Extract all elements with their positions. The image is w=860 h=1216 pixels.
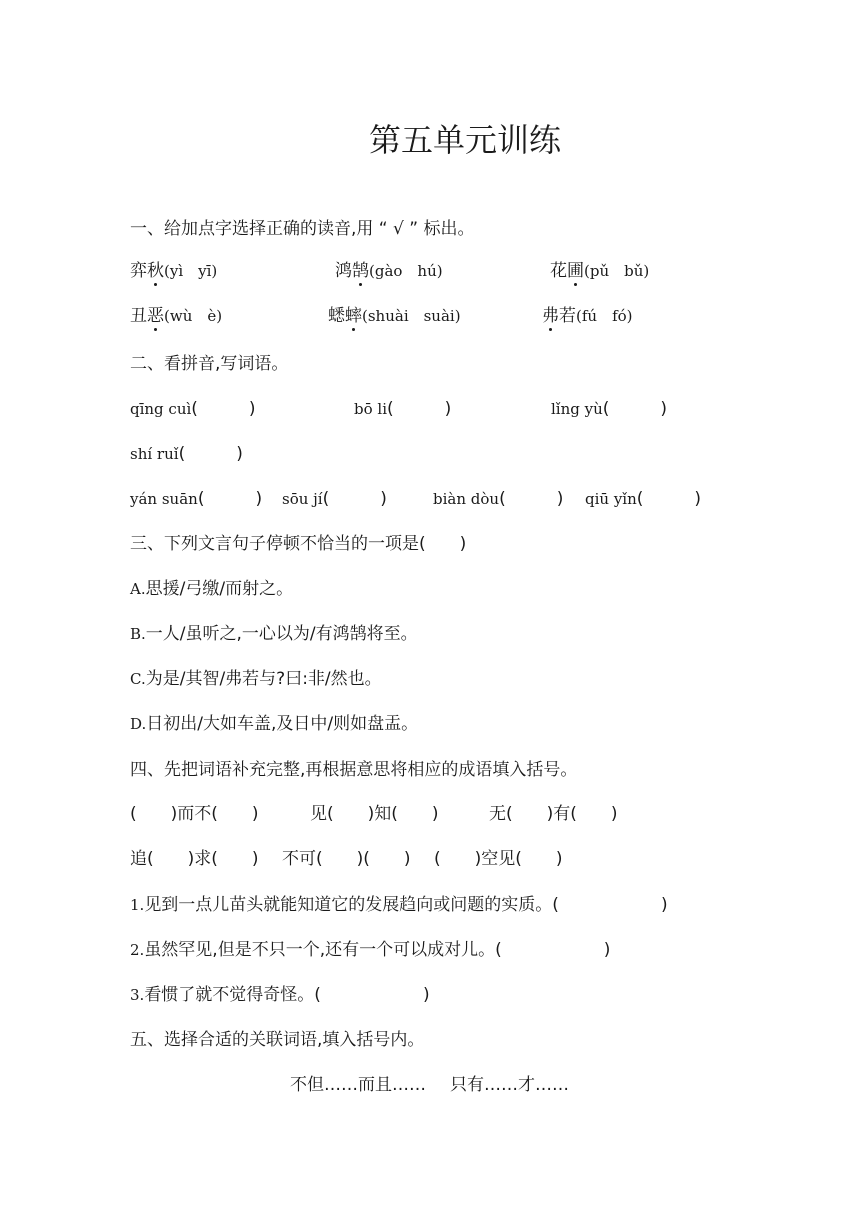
pinyin-word-item: biàn dòu( ) (433, 489, 564, 509)
option-c: C.为是/其智/弗若与?曰:非/然也。 (130, 669, 382, 689)
section-3-heading: 三、下列文言句子停顿不恰当的一项是( ) (130, 534, 467, 554)
page-title: 第五单元训练 (368, 121, 561, 159)
idiom-blank: 见( )知( ) (310, 804, 439, 824)
idiom-blank: 无( )有( ) (489, 804, 618, 824)
pinyin-choice-item: 蟋蟀(shuài suài) (328, 306, 461, 326)
conjunction-word: 只有……才…… (450, 1075, 569, 1095)
pinyin-choice-item: 花圃(pǔ bǔ) (550, 261, 650, 281)
option-b: B.一人/虽听之,一心以为/有鸿鹄将至。 (130, 624, 418, 644)
pinyin-word-item: qiū yǐn( ) (585, 489, 702, 509)
pinyin-choice-item: 弈秋(yì yī) (130, 261, 218, 281)
section-2-heading: 二、看拼音,写词语。 (130, 354, 289, 374)
pinyin-word-item: yán suān( ) (130, 489, 263, 509)
pinyin-word-item: sōu jí( ) (282, 489, 387, 509)
pinyin-choice-item: 鸿鹄(gào hú) (335, 261, 443, 281)
section-1-heading: 一、给加点字选择正确的读音,用 “ √ ” 标出。 (130, 219, 475, 239)
pinyin-word-item: bō li( ) (354, 399, 452, 419)
option-a: A.思援/弓缴/而射之。 (130, 579, 294, 599)
pinyin-word-item: lǐng yù( ) (551, 399, 668, 419)
pinyin-choice-item: 弗若(fú fó) (542, 306, 633, 326)
pinyin-choice-item: 丑恶(wù è) (130, 306, 223, 326)
pinyin-word-item: qīng cuì( ) (130, 399, 256, 419)
idiom-blank: 追( )求( ) (130, 849, 259, 869)
conjunction-word: 不但……而且…… (290, 1075, 426, 1095)
idiom-question: 3.看惯了就不觉得奇怪。( ) (130, 985, 430, 1005)
option-d: D.日初出/大如车盖,及日中/则如盘盂。 (130, 714, 419, 734)
idiom-blank: ( )空见( ) (434, 849, 563, 869)
idiom-blank: 不可( )( ) (282, 849, 411, 869)
section-4-heading: 四、先把词语补充完整,再根据意思将相应的成语填入括号。 (130, 760, 578, 780)
idiom-question: 1.见到一点儿苗头就能知道它的发展趋向或问题的实质。( ) (130, 895, 668, 915)
idiom-blank: ( )而不( ) (130, 804, 259, 824)
section-5-heading: 五、选择合适的关联词语,填入括号内。 (130, 1030, 425, 1050)
idiom-question: 2.虽然罕见,但是不只一个,还有一个可以成对儿。( ) (130, 940, 611, 960)
pinyin-word-item: shí ruǐ( ) (130, 444, 243, 464)
